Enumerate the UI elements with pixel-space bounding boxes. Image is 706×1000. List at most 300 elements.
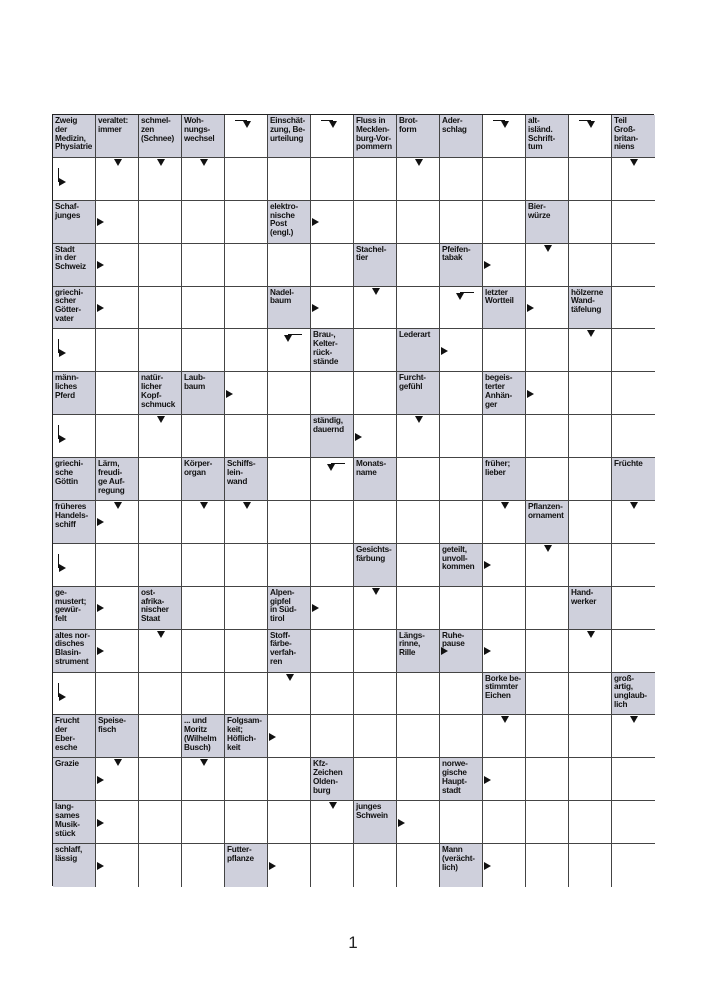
answer-cell[interactable] (96, 329, 139, 372)
answer-cell[interactable] (182, 544, 225, 587)
answer-cell[interactable] (483, 587, 526, 630)
answer-cell[interactable] (139, 329, 182, 372)
answer-cell[interactable] (354, 158, 397, 201)
arrow-right-icon (312, 218, 319, 226)
clue-cell (53, 587, 96, 630)
clue-cell (139, 587, 182, 630)
answer-cell[interactable] (225, 329, 268, 372)
answer-cell[interactable] (139, 458, 182, 501)
arrow-right-icon (269, 733, 276, 741)
answer-cell[interactable] (354, 673, 397, 716)
clue-text: norwe- gische Haupt- stadt (442, 759, 468, 795)
answer-cell[interactable] (397, 758, 440, 801)
answer-cell[interactable] (483, 329, 526, 372)
answer-cell[interactable] (569, 844, 612, 887)
answer-cell[interactable] (612, 587, 655, 630)
clue-text: Körper- organ (184, 459, 213, 477)
clue-text: Ader- schlag (442, 116, 467, 134)
clue-cell (53, 458, 96, 501)
arrow-down-icon (630, 159, 638, 166)
answer-cell[interactable] (354, 501, 397, 544)
clue-cell (311, 329, 354, 372)
arrow-down-icon (114, 159, 122, 166)
arrow-down-icon (372, 588, 380, 595)
clue-cell (182, 115, 225, 158)
answer-cell[interactable] (225, 158, 268, 201)
clue-cell (53, 201, 96, 244)
clue-cell (53, 287, 96, 330)
clue-text: Brot- form (399, 116, 418, 134)
clue-cell (569, 287, 612, 330)
clue-text: altes nor- disches Blasin- strument (55, 630, 90, 667)
arrow-right-icon (97, 819, 104, 827)
arrow-down-icon (544, 245, 552, 252)
clue-cell (440, 758, 483, 801)
answer-cell[interactable] (268, 372, 311, 415)
clue-cell (440, 115, 483, 158)
answer-cell[interactable] (440, 801, 483, 844)
answer-cell[interactable] (440, 415, 483, 458)
answer-cell[interactable] (268, 758, 311, 801)
clue-cell (53, 844, 96, 887)
answer-cell[interactable] (569, 415, 612, 458)
answer-cell[interactable] (397, 501, 440, 544)
answer-cell[interactable] (268, 544, 311, 587)
answer-cell[interactable] (569, 372, 612, 415)
arrow-down-icon (501, 716, 509, 723)
answer-cell[interactable] (612, 372, 655, 415)
answer-cell[interactable] (96, 415, 139, 458)
clue-cell (96, 715, 139, 758)
answer-cell[interactable] (139, 844, 182, 887)
arrow-down-icon (587, 330, 595, 337)
arrow-right-icon (484, 776, 491, 784)
page-number: 1 (348, 933, 358, 952)
arrow-down-icon (114, 759, 122, 766)
answer-cell[interactable] (139, 287, 182, 330)
clue-cell (397, 329, 440, 372)
clue-text: Laub- baum (184, 373, 206, 392)
answer-cell[interactable] (268, 244, 311, 287)
arrow-right-icon (97, 218, 104, 226)
arrow-down-icon (587, 631, 595, 638)
answer-cell[interactable] (354, 201, 397, 244)
clue-text: Alpen- gipfel in Süd- tirol (270, 587, 297, 624)
answer-cell[interactable] (526, 715, 569, 758)
arrow-down-icon (200, 502, 208, 509)
clue-text: schmel- zen (Schnee) (141, 116, 174, 143)
answer-cell[interactable] (225, 801, 268, 844)
answer-cell[interactable] (139, 544, 182, 587)
clue-cell (225, 844, 268, 887)
clue-text: Bier- würze (528, 201, 551, 220)
clue-text: Woh- nungs- wechsel (184, 116, 215, 143)
answer-cell[interactable] (440, 501, 483, 544)
answer-cell[interactable] (440, 458, 483, 501)
clue-cell (53, 758, 96, 801)
clue-text: Früchte (614, 459, 643, 469)
clue-cell (483, 372, 526, 415)
answer-cell[interactable] (526, 673, 569, 716)
answer-cell[interactable] (311, 372, 354, 415)
clue-text: alt- isländ. Schrift- tum (528, 116, 556, 152)
clue-cell (268, 287, 311, 330)
answer-cell[interactable] (397, 458, 440, 501)
clue-cell (440, 244, 483, 287)
answer-cell[interactable] (569, 758, 612, 801)
arrow-right-icon (484, 647, 491, 655)
arrow-right-icon (312, 304, 319, 312)
clue-text: elektro- nische Post (engl.) (270, 201, 298, 238)
answer-cell[interactable] (526, 801, 569, 844)
clue-cell (397, 372, 440, 415)
answer-cell[interactable] (440, 201, 483, 244)
answer-cell[interactable] (225, 758, 268, 801)
clue-cell (53, 115, 96, 158)
clue-text: männ- liches Pferd (55, 373, 79, 400)
answer-cell[interactable] (182, 630, 225, 673)
arrow-right-icon (484, 261, 491, 269)
answer-cell[interactable] (526, 329, 569, 372)
clue-text: Mann (verächt- lich) (442, 845, 475, 872)
clue-text: Furcht- gefühl (399, 373, 426, 392)
clue-text: Grazie (55, 759, 79, 769)
clue-text: Stachel- tier (356, 244, 387, 263)
answer-cell[interactable] (612, 801, 655, 844)
clue-cell (354, 801, 397, 844)
answer-cell[interactable] (182, 587, 225, 630)
clue-cell (268, 201, 311, 244)
clue-text: Einschät- zung, Be- urteilung (270, 116, 306, 143)
clue-text: Folgsam- keit; Höflich- keit (227, 716, 262, 752)
answer-cell[interactable] (440, 372, 483, 415)
clue-text: veraltet: immer (98, 116, 129, 134)
answer-cell[interactable] (139, 201, 182, 244)
clue-text: junges Schwein (356, 802, 388, 821)
answer-cell[interactable] (397, 844, 440, 887)
clue-text: schlaff, lässig (55, 845, 83, 863)
clue-cell (139, 372, 182, 415)
clue-cell (612, 458, 655, 501)
clue-cell (440, 844, 483, 887)
arrow-right-icon (97, 776, 104, 784)
answer-cell[interactable] (440, 158, 483, 201)
clue-text: Stadt in der Schweiz (55, 244, 86, 272)
answer-cell[interactable] (397, 201, 440, 244)
clue-cell (96, 115, 139, 158)
arrow-right-icon (226, 390, 233, 398)
arrow-down-icon (630, 502, 638, 509)
clue-text: griechi- sche Göttin (55, 459, 83, 486)
clue-cell (612, 115, 655, 158)
answer-cell[interactable] (139, 801, 182, 844)
answer-cell[interactable] (139, 758, 182, 801)
answer-cell[interactable] (354, 715, 397, 758)
answer-cell[interactable] (397, 544, 440, 587)
arrow-down-icon (114, 502, 122, 509)
arrow-down-icon (501, 502, 509, 509)
answer-cell[interactable] (311, 673, 354, 716)
answer-cell[interactable] (225, 587, 268, 630)
clue-cell (182, 458, 225, 501)
clue-cell (483, 673, 526, 716)
clue-cell (311, 415, 354, 458)
answer-cell[interactable] (139, 673, 182, 716)
answer-cell[interactable] (440, 715, 483, 758)
answer-cell[interactable] (225, 415, 268, 458)
clue-cell (182, 715, 225, 758)
clue-cell (53, 715, 96, 758)
arrow-down-icon (630, 716, 638, 723)
arrow-right-icon (527, 390, 534, 398)
answer-cell[interactable] (182, 201, 225, 244)
answer-cell[interactable] (569, 544, 612, 587)
arrow-right-icon (441, 347, 448, 355)
clue-text: Nadel- baum (270, 287, 294, 306)
answer-cell[interactable] (526, 158, 569, 201)
answer-cell[interactable] (569, 458, 612, 501)
arrow-right-icon (97, 862, 104, 870)
answer-cell[interactable] (440, 673, 483, 716)
clue-text: griechi- scher Götter- vater (55, 287, 83, 323)
answer-cell[interactable] (311, 630, 354, 673)
answer-cell[interactable] (397, 587, 440, 630)
clue-text: Teil Groß- britan- niens (614, 116, 639, 152)
crossword-grid (52, 114, 654, 886)
answer-cell[interactable] (483, 201, 526, 244)
clue-cell (526, 115, 569, 158)
clue-text: Pflanzen- ornament (528, 502, 564, 520)
arrow-right-icon (97, 261, 104, 269)
answer-cell[interactable] (311, 844, 354, 887)
answer-cell[interactable] (354, 758, 397, 801)
clue-cell (311, 758, 354, 801)
clue-text: ... und Moritz (Wilhelm Busch) (184, 716, 217, 752)
answer-cell[interactable] (612, 244, 655, 287)
answer-cell[interactable] (268, 158, 311, 201)
clue-cell (440, 544, 483, 587)
clue-cell (53, 372, 96, 415)
clue-text: geteilt, unvoll- kommen (442, 544, 475, 572)
answer-cell[interactable] (225, 544, 268, 587)
clue-cell (569, 587, 612, 630)
answer-cell[interactable] (440, 587, 483, 630)
clue-text: natür- licher Kopf- schmuck (141, 373, 176, 409)
arrow-down-icon (544, 545, 552, 552)
clue-text: ost- afrika- nischer Staat (141, 587, 169, 624)
arrow-right-icon (312, 604, 319, 612)
answer-cell[interactable] (569, 801, 612, 844)
answer-cell[interactable] (225, 287, 268, 330)
answer-cell[interactable] (139, 715, 182, 758)
answer-cell[interactable] (225, 201, 268, 244)
answer-cell[interactable] (612, 415, 655, 458)
clue-cell (96, 458, 139, 501)
clue-text: Schiffs- lein- wand (227, 459, 256, 486)
answer-cell[interactable] (225, 673, 268, 716)
answer-cell[interactable] (139, 244, 182, 287)
answer-cell[interactable] (311, 544, 354, 587)
answer-cell[interactable] (268, 801, 311, 844)
answer-cell[interactable] (526, 587, 569, 630)
arrow-down-icon (415, 159, 423, 166)
answer-cell[interactable] (311, 158, 354, 201)
clue-text: ge- mustert; gewür- felt (55, 587, 87, 624)
clue-text: Fluss in Mecklen- burg-Vor- pommern (356, 116, 392, 152)
answer-cell[interactable] (311, 244, 354, 287)
clue-text: Stoff- färbe- verfah- ren (270, 630, 296, 667)
arrow-down-icon (329, 802, 337, 809)
answer-cell[interactable] (182, 415, 225, 458)
answer-cell[interactable] (397, 673, 440, 716)
clue-cell (53, 244, 96, 287)
arrow-down-icon (157, 159, 165, 166)
clue-text: Längs- rinne, Rille (399, 630, 425, 658)
arrow-down-icon (157, 631, 165, 638)
clue-text: ständig, dauernd (313, 416, 344, 435)
answer-cell[interactable] (182, 801, 225, 844)
arrow-right-icon (355, 433, 362, 441)
clue-text: Lederart (399, 330, 431, 340)
answer-cell[interactable] (354, 329, 397, 372)
answer-cell[interactable] (354, 844, 397, 887)
answer-cell[interactable] (182, 329, 225, 372)
arrow-down-icon (372, 288, 380, 295)
clue-text: lang- sames Musik- stück (55, 802, 80, 838)
arrow-right-icon (398, 819, 405, 827)
answer-cell[interactable] (526, 415, 569, 458)
answer-cell[interactable] (311, 715, 354, 758)
answer-cell[interactable] (182, 844, 225, 887)
answer-cell[interactable] (612, 758, 655, 801)
answer-cell[interactable] (569, 244, 612, 287)
clue-cell (354, 544, 397, 587)
answer-cell[interactable] (612, 844, 655, 887)
clue-cell (612, 673, 655, 716)
answer-cell[interactable] (96, 673, 139, 716)
arrow-right-icon (484, 862, 491, 870)
clue-cell (53, 630, 96, 673)
arrow-down-icon (286, 674, 294, 681)
answer-cell[interactable] (483, 801, 526, 844)
answer-cell[interactable] (612, 201, 655, 244)
clue-cell (139, 115, 182, 158)
arrow-down-icon (157, 416, 165, 423)
clue-text: begeis- terter Anhän- ger (485, 373, 513, 409)
clue-text: Ruhe- pause (442, 630, 465, 649)
clue-cell (354, 244, 397, 287)
answer-cell[interactable] (569, 501, 612, 544)
answer-cell[interactable] (483, 415, 526, 458)
arrow-down-icon (200, 159, 208, 166)
clue-cell (397, 630, 440, 673)
clue-text: Gesichts- färbung (356, 544, 392, 563)
clue-cell (354, 458, 397, 501)
clue-cell (268, 115, 311, 158)
clue-text: Pfeifen- tabak (442, 244, 471, 263)
answer-cell[interactable] (569, 715, 612, 758)
clue-text: groß- artig, unglaub- lich (614, 673, 647, 709)
answer-cell[interactable] (96, 372, 139, 415)
answer-cell[interactable] (612, 630, 655, 673)
answer-cell[interactable] (268, 415, 311, 458)
clue-text: Kfz- Zeichen Olden- burg (313, 759, 343, 795)
arrow-right-icon (269, 862, 276, 870)
clue-text: früheres Handels- schiff (55, 502, 88, 529)
answer-cell[interactable] (225, 630, 268, 673)
answer-cell[interactable] (225, 244, 268, 287)
arrow-down-icon (243, 502, 251, 509)
answer-cell[interactable] (526, 630, 569, 673)
clue-cell (225, 458, 268, 501)
arrow-down-icon (200, 759, 208, 766)
clue-cell (526, 201, 569, 244)
clue-cell (397, 115, 440, 158)
clue-cell (268, 587, 311, 630)
arrow-right-icon (97, 518, 104, 526)
answer-cell[interactable] (612, 329, 655, 372)
arrow-right-icon (441, 647, 448, 655)
arrow-down-icon (415, 416, 423, 423)
clue-text: Hand- werker (571, 587, 597, 606)
clue-cell (268, 630, 311, 673)
answer-cell[interactable] (96, 544, 139, 587)
clue-text: Frucht der Eber- esche (55, 716, 80, 752)
clue-text: Zweig der Medizin, Physiatrie (55, 116, 93, 152)
answer-cell[interactable] (268, 501, 311, 544)
clue-text: früher; lieber (485, 459, 510, 477)
answer-cell[interactable] (354, 630, 397, 673)
answer-cell[interactable] (182, 673, 225, 716)
answer-cell[interactable] (569, 673, 612, 716)
arrow-right-icon (527, 304, 534, 312)
clue-text: Lärm, freudi- ge Auf- regung (98, 459, 125, 495)
arrow-right-icon (97, 604, 104, 612)
answer-cell[interactable] (612, 544, 655, 587)
clue-text: Monats- name (356, 459, 386, 477)
answer-cell[interactable] (526, 844, 569, 887)
clue-text: letzter Wortteil (485, 287, 514, 306)
clue-cell (526, 501, 569, 544)
answer-cell[interactable] (397, 244, 440, 287)
answer-cell[interactable] (612, 287, 655, 330)
clue-text: Speise- fisch (98, 716, 126, 735)
clue-cell (53, 801, 96, 844)
answer-cell[interactable] (139, 501, 182, 544)
answer-cell[interactable] (182, 244, 225, 287)
answer-cell[interactable] (354, 372, 397, 415)
clue-cell (182, 372, 225, 415)
answer-cell[interactable] (483, 158, 526, 201)
arrow-right-icon (97, 647, 104, 655)
clue-cell (53, 501, 96, 544)
answer-cell[interactable] (526, 758, 569, 801)
clue-cell (483, 287, 526, 330)
clue-text: Brau-, Kelter- rück- stände (313, 330, 339, 366)
arrow-right-icon (484, 561, 491, 569)
answer-cell[interactable] (397, 287, 440, 330)
answer-cell[interactable] (268, 458, 311, 501)
answer-cell[interactable] (311, 501, 354, 544)
answer-cell[interactable] (526, 458, 569, 501)
clue-text: hölzerne Wand- täfelung (571, 287, 604, 315)
answer-cell[interactable] (569, 201, 612, 244)
answer-cell[interactable] (397, 715, 440, 758)
arrow-right-icon (97, 304, 104, 312)
answer-cell[interactable] (569, 158, 612, 201)
clue-cell (225, 715, 268, 758)
answer-cell[interactable] (182, 287, 225, 330)
